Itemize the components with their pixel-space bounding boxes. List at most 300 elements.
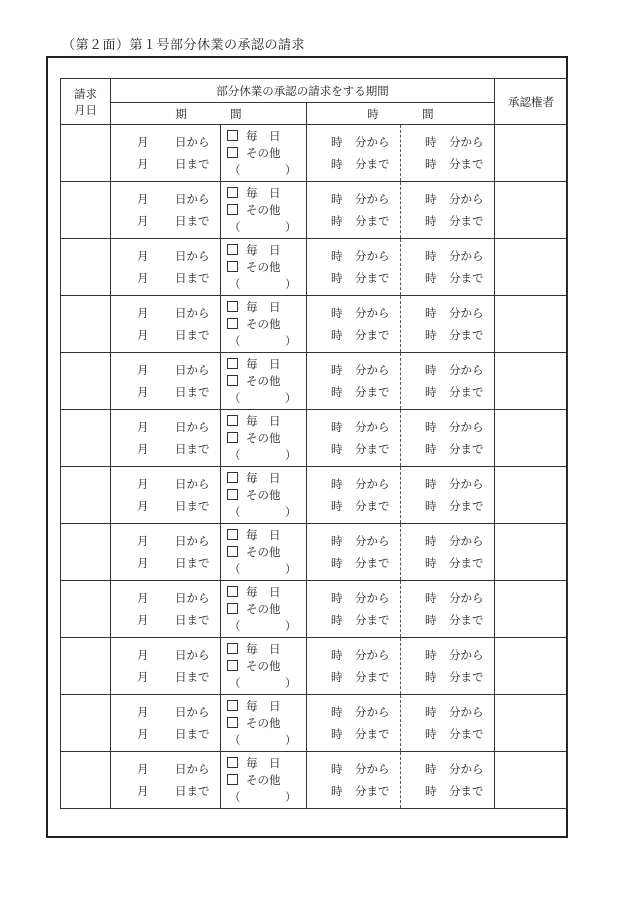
approver-cell[interactable] xyxy=(495,581,568,638)
period-date-cell[interactable] xyxy=(111,239,221,296)
request-date-cell[interactable] xyxy=(61,182,111,239)
end-to-hour-label: 時 xyxy=(425,157,437,171)
from-day-label: 日から xyxy=(175,762,210,776)
end-time-cell[interactable] xyxy=(401,125,495,182)
from-day-label: 日から xyxy=(175,648,210,662)
start-to-min-label: 分まで xyxy=(355,727,390,741)
start-from-min-label: 分から xyxy=(355,363,390,377)
daily-label: 毎 日 xyxy=(246,528,281,542)
frequency-cell xyxy=(221,581,307,638)
daily-label: 毎 日 xyxy=(246,243,281,257)
start-time-cell[interactable] xyxy=(307,524,401,581)
start-to-min-label: 分まで xyxy=(355,784,390,798)
header-period xyxy=(111,103,307,125)
frequency-cell xyxy=(221,467,307,524)
start-time-cell[interactable] xyxy=(307,581,401,638)
approver-cell[interactable] xyxy=(495,638,568,695)
to-day-label: 日まで xyxy=(175,328,210,342)
other-paren-open: （ xyxy=(229,790,241,804)
to-month-label: 月 xyxy=(137,784,149,798)
header-period-group: 部分休業の承認の請求をする期間 xyxy=(111,79,495,103)
other-paren-close: ） xyxy=(285,676,297,690)
header-time-b: 間 xyxy=(422,106,434,121)
request-date-cell[interactable] xyxy=(61,239,111,296)
to-day-label: 日まで xyxy=(175,784,210,798)
other-paren-open: （ xyxy=(229,733,241,747)
end-from-hour-label: 時 xyxy=(425,591,437,605)
request-date-cell[interactable] xyxy=(61,695,111,752)
other-paren-open: （ xyxy=(229,220,241,234)
start-from-min-label: 分から xyxy=(355,705,390,719)
daily-label: 毎 日 xyxy=(246,699,281,713)
from-day-label: 日から xyxy=(175,705,210,719)
request-date-cell[interactable] xyxy=(61,296,111,353)
daily-checkbox[interactable] xyxy=(227,415,238,426)
end-from-min-label: 分から xyxy=(449,249,484,263)
end-from-min-label: 分から xyxy=(449,648,484,662)
table-row xyxy=(61,182,568,239)
to-day-label: 日まで xyxy=(175,271,210,285)
end-to-min-label: 分まで xyxy=(449,556,484,570)
daily-checkbox[interactable] xyxy=(227,643,238,654)
approver-cell[interactable] xyxy=(495,182,568,239)
end-time-cell[interactable] xyxy=(401,296,495,353)
start-to-min-label: 分まで xyxy=(355,328,390,342)
request-date-cell[interactable] xyxy=(61,752,111,809)
to-month-label: 月 xyxy=(137,442,149,456)
start-time-cell[interactable] xyxy=(307,125,401,182)
request-date-cell[interactable] xyxy=(61,581,111,638)
end-to-hour-label: 時 xyxy=(425,670,437,684)
other-paren-open: （ xyxy=(229,619,241,633)
daily-label: 毎 日 xyxy=(246,471,281,485)
end-time-cell[interactable] xyxy=(401,410,495,467)
end-time-cell[interactable] xyxy=(401,467,495,524)
daily-checkbox[interactable] xyxy=(227,472,238,483)
period-date-cell[interactable] xyxy=(111,182,221,239)
end-to-min-label: 分まで xyxy=(449,385,484,399)
other-checkbox[interactable] xyxy=(227,375,238,386)
daily-label: 毎 日 xyxy=(246,585,281,599)
start-from-hour-label: 時 xyxy=(331,420,343,434)
from-day-label: 日から xyxy=(175,135,210,149)
end-from-hour-label: 時 xyxy=(425,534,437,548)
end-time-cell[interactable] xyxy=(401,695,495,752)
start-from-min-label: 分から xyxy=(355,306,390,320)
to-day-label: 日まで xyxy=(175,556,210,570)
daily-label: 毎 日 xyxy=(246,300,281,314)
daily-label: 毎 日 xyxy=(246,642,281,656)
end-to-min-label: 分まで xyxy=(449,613,484,627)
approver-cell[interactable] xyxy=(495,239,568,296)
other-paren-close: ） xyxy=(285,220,297,234)
to-day-label: 日まで xyxy=(175,385,210,399)
table-row xyxy=(61,467,568,524)
to-month-label: 月 xyxy=(137,385,149,399)
approver-cell[interactable] xyxy=(495,524,568,581)
start-to-hour-label: 時 xyxy=(331,670,343,684)
start-from-min-label: 分から xyxy=(355,249,390,263)
start-time-cell[interactable] xyxy=(307,410,401,467)
other-label: その他 xyxy=(246,146,281,160)
end-to-hour-label: 時 xyxy=(425,214,437,228)
end-to-hour-label: 時 xyxy=(425,613,437,627)
header-period-a: 期 xyxy=(175,106,187,121)
other-label: その他 xyxy=(246,260,281,274)
end-to-min-label: 分まで xyxy=(449,784,484,798)
header-time-a: 時 xyxy=(367,106,379,121)
from-month-label: 月 xyxy=(137,591,149,605)
to-month-label: 月 xyxy=(137,214,149,228)
daily-checkbox[interactable] xyxy=(227,586,238,597)
end-to-min-label: 分まで xyxy=(449,499,484,513)
frequency-cell xyxy=(221,353,307,410)
start-from-hour-label: 時 xyxy=(331,306,343,320)
start-time-cell[interactable] xyxy=(307,638,401,695)
from-month-label: 月 xyxy=(137,306,149,320)
start-from-min-label: 分から xyxy=(355,534,390,548)
start-from-min-label: 分から xyxy=(355,762,390,776)
from-day-label: 日から xyxy=(175,591,210,605)
other-label: その他 xyxy=(246,545,281,559)
daily-label: 毎 日 xyxy=(246,357,281,371)
end-from-min-label: 分から xyxy=(449,762,484,776)
period-date-cell[interactable] xyxy=(111,296,221,353)
from-month-label: 月 xyxy=(137,420,149,434)
end-to-hour-label: 時 xyxy=(425,442,437,456)
end-to-hour-label: 時 xyxy=(425,556,437,570)
other-checkbox[interactable] xyxy=(227,318,238,329)
frequency-cell xyxy=(221,695,307,752)
end-to-min-label: 分まで xyxy=(449,214,484,228)
other-checkbox[interactable] xyxy=(227,603,238,614)
period-date-cell[interactable] xyxy=(111,467,221,524)
end-to-hour-label: 時 xyxy=(425,784,437,798)
end-from-min-label: 分から xyxy=(449,705,484,719)
daily-checkbox[interactable] xyxy=(227,187,238,198)
other-paren-close: ） xyxy=(285,505,297,519)
to-month-label: 月 xyxy=(137,556,149,570)
period-date-cell[interactable] xyxy=(111,752,221,809)
other-paren-close: ） xyxy=(285,334,297,348)
start-to-hour-label: 時 xyxy=(331,442,343,456)
end-time-cell[interactable] xyxy=(401,182,495,239)
other-paren-close: ） xyxy=(285,277,297,291)
to-day-label: 日まで xyxy=(175,670,210,684)
from-day-label: 日から xyxy=(175,363,210,377)
start-from-hour-label: 時 xyxy=(331,477,343,491)
approver-cell[interactable] xyxy=(495,353,568,410)
end-to-hour-label: 時 xyxy=(425,385,437,399)
end-from-min-label: 分から xyxy=(449,420,484,434)
from-month-label: 月 xyxy=(137,648,149,662)
end-from-hour-label: 時 xyxy=(425,648,437,662)
from-month-label: 月 xyxy=(137,477,149,491)
start-to-min-label: 分まで xyxy=(355,157,390,171)
other-paren-close: ） xyxy=(285,790,297,804)
period-date-cell[interactable] xyxy=(111,524,221,581)
request-date-cell[interactable] xyxy=(61,353,111,410)
start-from-hour-label: 時 xyxy=(331,363,343,377)
period-date-cell[interactable] xyxy=(111,638,221,695)
daily-label: 毎 日 xyxy=(246,756,281,770)
start-from-min-label: 分から xyxy=(355,648,390,662)
start-from-hour-label: 時 xyxy=(331,762,343,776)
from-day-label: 日から xyxy=(175,477,210,491)
other-label: その他 xyxy=(246,317,281,331)
table-row xyxy=(61,353,568,410)
to-day-label: 日まで xyxy=(175,499,210,513)
end-from-min-label: 分から xyxy=(449,363,484,377)
other-checkbox[interactable] xyxy=(227,261,238,272)
end-from-hour-label: 時 xyxy=(425,249,437,263)
frequency-cell xyxy=(221,182,307,239)
start-time-cell[interactable] xyxy=(307,752,401,809)
header-request-date xyxy=(61,79,111,125)
request-date-cell[interactable] xyxy=(61,524,111,581)
to-month-label: 月 xyxy=(137,727,149,741)
end-from-min-label: 分から xyxy=(449,192,484,206)
to-month-label: 月 xyxy=(137,613,149,627)
end-time-cell[interactable] xyxy=(401,524,495,581)
from-day-label: 日から xyxy=(175,534,210,548)
end-to-min-label: 分まで xyxy=(449,442,484,456)
other-paren-close: ） xyxy=(285,163,297,177)
start-to-min-label: 分まで xyxy=(355,613,390,627)
daily-checkbox[interactable] xyxy=(227,358,238,369)
table-row xyxy=(61,239,568,296)
from-month-label: 月 xyxy=(137,762,149,776)
end-from-min-label: 分から xyxy=(449,306,484,320)
end-from-hour-label: 時 xyxy=(425,363,437,377)
end-to-min-label: 分まで xyxy=(449,727,484,741)
end-from-hour-label: 時 xyxy=(425,477,437,491)
other-paren-open: （ xyxy=(229,277,241,291)
end-time-cell[interactable] xyxy=(401,581,495,638)
start-to-hour-label: 時 xyxy=(331,784,343,798)
period-date-cell[interactable] xyxy=(111,410,221,467)
start-from-min-label: 分から xyxy=(355,135,390,149)
daily-checkbox[interactable] xyxy=(227,244,238,255)
start-to-hour-label: 時 xyxy=(331,613,343,627)
to-month-label: 月 xyxy=(137,271,149,285)
other-paren-close: ） xyxy=(285,619,297,633)
end-to-min-label: 分まで xyxy=(449,328,484,342)
other-checkbox[interactable] xyxy=(227,204,238,215)
from-day-label: 日から xyxy=(175,420,210,434)
frequency-cell xyxy=(221,125,307,182)
start-time-cell[interactable] xyxy=(307,182,401,239)
end-from-min-label: 分から xyxy=(449,591,484,605)
other-label: その他 xyxy=(246,374,281,388)
start-to-hour-label: 時 xyxy=(331,271,343,285)
start-to-min-label: 分まで xyxy=(355,670,390,684)
header-approver: 承認権者 xyxy=(495,79,568,125)
end-from-min-label: 分から xyxy=(449,477,484,491)
header-period-b: 間 xyxy=(230,106,242,121)
start-to-hour-label: 時 xyxy=(331,727,343,741)
approver-cell[interactable] xyxy=(495,467,568,524)
start-to-min-label: 分まで xyxy=(355,214,390,228)
request-date-cell[interactable] xyxy=(61,410,111,467)
other-label: その他 xyxy=(246,659,281,673)
from-day-label: 日から xyxy=(175,306,210,320)
start-to-min-label: 分まで xyxy=(355,271,390,285)
other-label: その他 xyxy=(246,773,281,787)
from-month-label: 月 xyxy=(137,135,149,149)
other-paren-open: （ xyxy=(229,334,241,348)
from-day-label: 日から xyxy=(175,249,210,263)
start-to-min-label: 分まで xyxy=(355,385,390,399)
end-time-cell[interactable] xyxy=(401,638,495,695)
end-time-cell[interactable] xyxy=(401,752,495,809)
start-to-hour-label: 時 xyxy=(331,385,343,399)
daily-checkbox[interactable] xyxy=(227,529,238,540)
from-month-label: 月 xyxy=(137,192,149,206)
other-label: その他 xyxy=(246,602,281,616)
other-paren-open: （ xyxy=(229,448,241,462)
start-from-min-label: 分から xyxy=(355,192,390,206)
other-checkbox[interactable] xyxy=(227,489,238,500)
end-from-hour-label: 時 xyxy=(425,192,437,206)
start-to-hour-label: 時 xyxy=(331,556,343,570)
to-day-label: 日まで xyxy=(175,613,210,627)
other-checkbox[interactable] xyxy=(227,660,238,671)
start-from-hour-label: 時 xyxy=(331,192,343,206)
request-date-cell[interactable] xyxy=(61,125,111,182)
other-label: その他 xyxy=(246,488,281,502)
daily-checkbox[interactable] xyxy=(227,301,238,312)
daily-checkbox[interactable] xyxy=(227,130,238,141)
start-time-cell[interactable] xyxy=(307,695,401,752)
other-paren-close: ） xyxy=(285,562,297,576)
table-row xyxy=(61,410,568,467)
other-label: その他 xyxy=(246,431,281,445)
start-to-min-label: 分まで xyxy=(355,556,390,570)
start-to-hour-label: 時 xyxy=(331,157,343,171)
period-date-cell[interactable] xyxy=(111,581,221,638)
table-row xyxy=(61,638,568,695)
other-paren-close: ） xyxy=(285,733,297,747)
header-request-date-line2: 月日 xyxy=(74,102,97,117)
page-heading: （第２面）第１号部分休業の承認の請求 xyxy=(62,38,306,53)
start-time-cell[interactable] xyxy=(307,239,401,296)
other-paren-close: ） xyxy=(285,391,297,405)
period-date-cell[interactable] xyxy=(111,695,221,752)
period-date-cell[interactable] xyxy=(111,125,221,182)
partial-leave-request-table xyxy=(60,78,568,809)
start-from-hour-label: 時 xyxy=(331,135,343,149)
to-month-label: 月 xyxy=(137,499,149,513)
start-to-hour-label: 時 xyxy=(331,328,343,342)
start-from-hour-label: 時 xyxy=(331,249,343,263)
header-time xyxy=(307,103,495,125)
start-time-cell[interactable] xyxy=(307,296,401,353)
start-from-hour-label: 時 xyxy=(331,705,343,719)
other-checkbox[interactable] xyxy=(227,147,238,158)
end-from-hour-label: 時 xyxy=(425,705,437,719)
from-day-label: 日から xyxy=(175,192,210,206)
approver-cell[interactable] xyxy=(495,695,568,752)
approver-cell[interactable] xyxy=(495,752,568,809)
from-month-label: 月 xyxy=(137,249,149,263)
start-from-min-label: 分から xyxy=(355,420,390,434)
frequency-cell xyxy=(221,524,307,581)
end-to-hour-label: 時 xyxy=(425,328,437,342)
end-to-min-label: 分まで xyxy=(449,157,484,171)
end-from-hour-label: 時 xyxy=(425,306,437,320)
table-row xyxy=(61,752,568,809)
from-month-label: 月 xyxy=(137,705,149,719)
frequency-cell xyxy=(221,239,307,296)
daily-label: 毎 日 xyxy=(246,129,281,143)
end-from-hour-label: 時 xyxy=(425,135,437,149)
start-to-min-label: 分まで xyxy=(355,442,390,456)
request-date-cell[interactable] xyxy=(61,467,111,524)
start-time-cell[interactable] xyxy=(307,353,401,410)
daily-checkbox[interactable] xyxy=(227,757,238,768)
to-day-label: 日まで xyxy=(175,727,210,741)
approver-cell[interactable] xyxy=(495,410,568,467)
other-checkbox[interactable] xyxy=(227,717,238,728)
start-from-min-label: 分から xyxy=(355,591,390,605)
start-from-hour-label: 時 xyxy=(331,591,343,605)
other-checkbox[interactable] xyxy=(227,774,238,785)
end-from-hour-label: 時 xyxy=(425,762,437,776)
other-checkbox[interactable] xyxy=(227,546,238,557)
frequency-cell xyxy=(221,638,307,695)
start-to-hour-label: 時 xyxy=(331,214,343,228)
frequency-cell xyxy=(221,752,307,809)
table-row xyxy=(61,581,568,638)
to-month-label: 月 xyxy=(137,328,149,342)
end-to-hour-label: 時 xyxy=(425,727,437,741)
end-time-cell[interactable] xyxy=(401,239,495,296)
daily-checkbox[interactable] xyxy=(227,700,238,711)
end-from-hour-label: 時 xyxy=(425,420,437,434)
end-to-min-label: 分まで xyxy=(449,271,484,285)
period-date-cell[interactable] xyxy=(111,353,221,410)
table-row xyxy=(61,524,568,581)
other-paren-close: ） xyxy=(285,448,297,462)
to-day-label: 日まで xyxy=(175,214,210,228)
end-to-hour-label: 時 xyxy=(425,499,437,513)
from-month-label: 月 xyxy=(137,363,149,377)
daily-label: 毎 日 xyxy=(246,414,281,428)
start-time-cell[interactable] xyxy=(307,467,401,524)
table-row xyxy=(61,695,568,752)
table-row xyxy=(61,125,568,182)
approver-cell[interactable] xyxy=(495,296,568,353)
other-paren-open: （ xyxy=(229,505,241,519)
table-row xyxy=(61,296,568,353)
start-from-min-label: 分から xyxy=(355,477,390,491)
frequency-cell xyxy=(221,296,307,353)
end-from-min-label: 分から xyxy=(449,534,484,548)
to-day-label: 日まで xyxy=(175,442,210,456)
from-month-label: 月 xyxy=(137,534,149,548)
end-time-cell[interactable] xyxy=(401,353,495,410)
request-date-cell[interactable] xyxy=(61,638,111,695)
other-checkbox[interactable] xyxy=(227,432,238,443)
end-to-hour-label: 時 xyxy=(425,271,437,285)
start-to-hour-label: 時 xyxy=(331,499,343,513)
other-paren-open: （ xyxy=(229,163,241,177)
other-paren-open: （ xyxy=(229,391,241,405)
to-month-label: 月 xyxy=(137,670,149,684)
approver-cell[interactable] xyxy=(495,125,568,182)
other-paren-open: （ xyxy=(229,562,241,576)
